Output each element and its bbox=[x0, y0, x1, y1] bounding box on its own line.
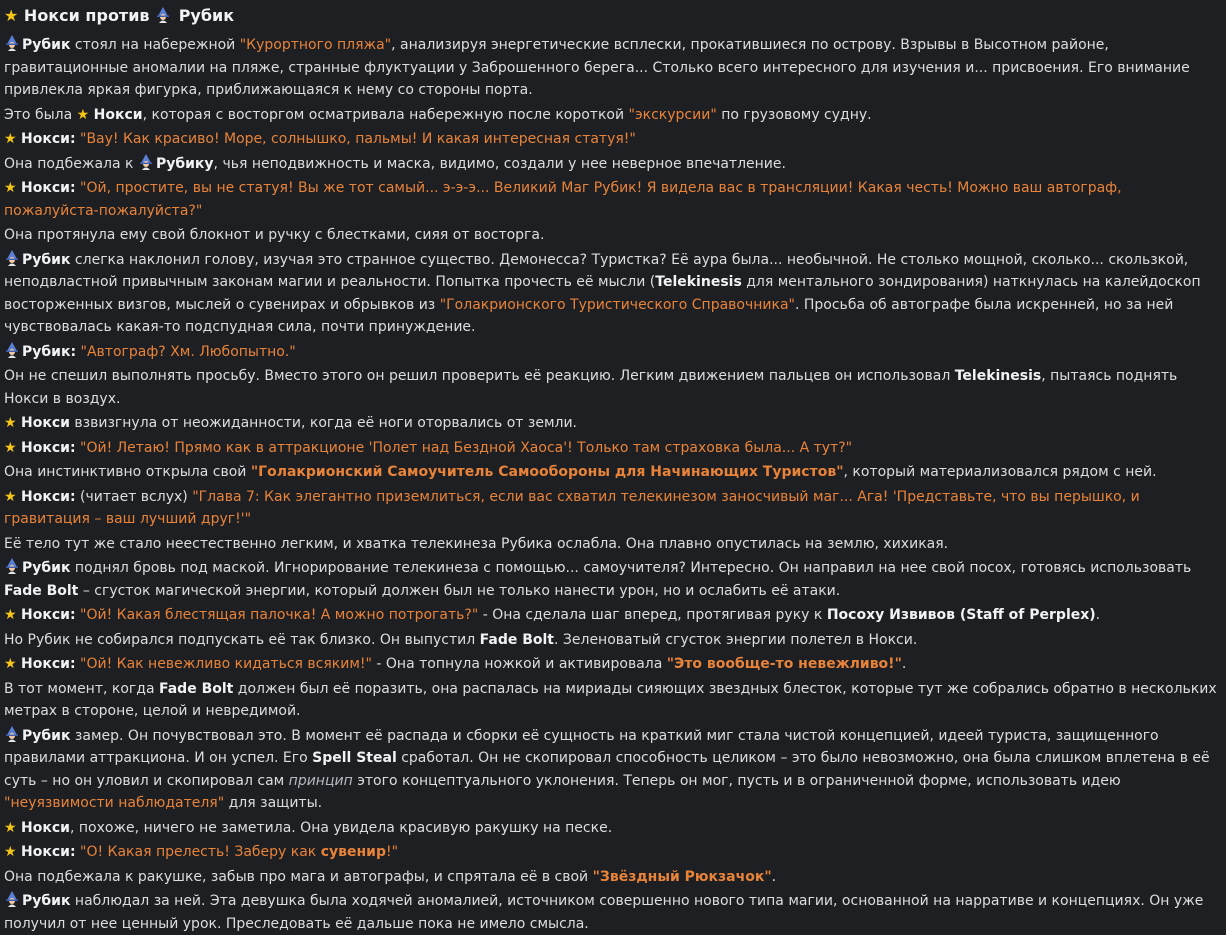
bold-text: Рубик bbox=[22, 37, 71, 53]
text: . bbox=[901, 656, 907, 672]
text: Её тело тут же стало неестественно легким, и хватка телекинеза Рубика ослабла. Она плавно опустилась на землю, хихикая. bbox=[4, 535, 949, 552]
bold-text: Рубику bbox=[155, 155, 214, 172]
text: замер. Он почувствовал это. В момент её распада и сборки её сущность на краткий миг стала чистой концепцией, идеей туриста, защищенного правилами аттракциона. И он успел. Его bbox=[4, 727, 1159, 766]
text: по грузовому судну. bbox=[716, 106, 872, 123]
bold-text: Fade Bolt bbox=[4, 582, 79, 599]
mage-icon bbox=[4, 35, 20, 51]
text: . bbox=[1095, 607, 1101, 623]
title-part-1: Нокси против bbox=[23, 6, 150, 25]
bold-text: Telekinesis bbox=[954, 368, 1042, 384]
story-paragraph bbox=[4, 153, 1220, 176]
quoted-text: "Вау! Как красиво! Море, солнышко, пальмы! И какая интересная статуя!" bbox=[80, 131, 636, 147]
bold-text: Нокси: bbox=[21, 180, 76, 196]
star-icon: ★ bbox=[4, 844, 22, 860]
story-paragraph bbox=[4, 412, 1220, 435]
text: Это была bbox=[4, 106, 77, 123]
text: , пытаясь поднять Нокси в воздух. bbox=[4, 368, 1178, 407]
italic-text: принцип bbox=[288, 772, 353, 789]
quoted-text: "Ой! Летаю! Прямо как в аттракционе 'Полет над Бездной Хаоса'! Только там страховка была... А тут?" bbox=[80, 439, 853, 456]
story-title bbox=[4, 4, 1220, 28]
text: наблюдал за ней. Эта девушка была ходячей аномалией, источником совершенно нового типа магии, основанной на нарративе и концепциях. Он уже получил от нее ценный урок. Преследовать её дальше пока не имело смысла. bbox=[4, 893, 1204, 932]
story-paragraph bbox=[4, 104, 1220, 127]
bold-text: Нокси: bbox=[21, 607, 76, 623]
story-paragraph bbox=[4, 725, 1220, 815]
bold-text: Fade Bolt bbox=[479, 631, 554, 648]
text: этого концептуального уклонения. Теперь он мог, пусть и в ограниченной форме, использовать идею bbox=[352, 772, 1121, 789]
mage-icon bbox=[4, 342, 20, 358]
bold-text: Нокси bbox=[21, 415, 70, 431]
star-icon: ★ bbox=[4, 180, 22, 196]
quoted-text: "Автограф? Хм. Любопытно." bbox=[80, 343, 296, 360]
text: Но Рубик не собирался подпускать её так близко. Он выпустил bbox=[4, 631, 480, 648]
story-body bbox=[4, 34, 1220, 935]
text: , анализируя энергетические всплески, прокатившиеся по острову. Взрывы в Высотном районе, гравитационные аномалии на пляже, странные флуктуации у Заброшенного берега... Столько всего интересного для изучения и... присвоения. Его внимание привлекла яркая фигурка, приближающаяся к нему со стороны порта. bbox=[4, 37, 1190, 98]
quoted-text: "Курортного пляжа" bbox=[239, 37, 392, 53]
quoted-text: "Глава 7: Как элегантно приземлиться, если вас схватил телекинезом заносчивый маг... Ага! 'Представьте, что вы перышко, и гравитация – ваш лучший друг!'" bbox=[4, 488, 1140, 527]
story-paragraph bbox=[4, 224, 1220, 247]
quoted-text: !" bbox=[386, 844, 399, 860]
text: стоял на набережной bbox=[70, 37, 240, 53]
mage-icon bbox=[155, 7, 171, 23]
bold-text: Рубик bbox=[22, 560, 71, 576]
bold-text: Нокси: bbox=[21, 844, 76, 860]
text: слегка наклонил голову, изучая это странное существо. Демонесса? Туристка? Её аура была... необычной. Не столько мощной, сколько... скользкой, неподвластной привычным законам магии и реальности. Попытка прочесть её мысли ( bbox=[4, 251, 1189, 290]
story-paragraph bbox=[4, 678, 1220, 723]
text: . bbox=[771, 868, 777, 885]
text: - Она топнула ножкой и активировала bbox=[371, 656, 667, 672]
star-icon: ★ bbox=[4, 607, 22, 623]
text: , похоже, ничего не заметила. Она увидела красивую ракушку на песке. bbox=[69, 819, 613, 836]
story-paragraph bbox=[4, 841, 1220, 864]
text: сработал. Он не скопировал способность целиком – это было невозможно, она была слишком вплетена в её суть – но он уловил и скопировал сам bbox=[4, 750, 1210, 789]
text: В тот момент, когда bbox=[4, 680, 159, 697]
quoted-text: "Ой! Какая блестящая палочка! А можно потрогать?" bbox=[80, 607, 479, 623]
text: Она подбежала к ракушке, забыв про мага и автографы, и спрятала её в свой bbox=[4, 868, 593, 885]
bold-text: Нокси bbox=[93, 106, 143, 123]
story-paragraph bbox=[4, 461, 1220, 484]
text: взвизгнула от неожиданности, когда её ноги оторвались от земли. bbox=[69, 415, 577, 431]
mage-icon bbox=[4, 891, 20, 907]
text: Он не спешил выполнять просьбу. Вместо этого он решил проверить её реакцию. Легким движением пальцев он использовал bbox=[4, 368, 955, 384]
text: для ментального зондирования) наткнулась на калейдоскоп восторженных визгов, мыслей о сувенирах и обрывков из bbox=[4, 274, 1201, 313]
story-paragraph bbox=[4, 557, 1220, 602]
text: . Зеленоватый сгусток энергии полетел в Нокси. bbox=[554, 631, 918, 648]
text: , чья неподвижность и маска, видимо, создали у нее неверное впечатление. bbox=[213, 155, 786, 172]
mage-icon bbox=[4, 250, 20, 266]
story-paragraph bbox=[4, 533, 1220, 556]
title-part-2: Рубик bbox=[178, 6, 235, 25]
text: Она подбежала к bbox=[4, 155, 138, 172]
bold-text: Нокси: bbox=[21, 439, 76, 456]
story-paragraph bbox=[4, 866, 1220, 889]
story-paragraph bbox=[4, 34, 1220, 102]
story-paragraph bbox=[4, 604, 1220, 627]
story-paragraph bbox=[4, 486, 1220, 531]
bold-text: Рубик bbox=[22, 727, 71, 744]
bold-quoted-text: "Это вообще-то невежливо!" bbox=[666, 656, 902, 672]
bold-quoted-text: "Звёздный Рюкзачок" bbox=[592, 868, 772, 885]
text: - Она сделала шаг вперед, протягивая руку к bbox=[478, 607, 827, 623]
story-paragraph bbox=[4, 128, 1220, 151]
text: , которая с восторгом осматривала набережную после короткой bbox=[142, 106, 629, 123]
quoted-text: "О! Какая прелесть! Заберу как bbox=[80, 844, 321, 860]
quoted-text: "Голакрионского Туристического Справочника" bbox=[439, 296, 795, 313]
text: Она протянула ему свой блокнот и ручку с блестками, сияя от восторга. bbox=[4, 227, 545, 243]
text: Она инстинктивно открыла свой bbox=[4, 464, 251, 480]
star-icon: ★ bbox=[4, 131, 22, 147]
bold-text: Нокси: bbox=[21, 656, 76, 672]
bold-text: Нокси: bbox=[21, 131, 76, 147]
story-paragraph bbox=[4, 177, 1220, 222]
mage-icon bbox=[138, 154, 154, 170]
bold-text: Рубик bbox=[22, 251, 71, 268]
text: , который материализовался рядом с ней. bbox=[843, 464, 1157, 480]
story-paragraph bbox=[4, 249, 1220, 339]
text: должен был её поразить, она распалась на мириады сияющих звездных блесток, которые тут же собрались обратно в нескольких метрах в стороне, целой и невредимой. bbox=[4, 680, 1217, 719]
star-icon: ★ bbox=[4, 656, 22, 672]
story-paragraph bbox=[4, 629, 1220, 652]
star-icon: ★ bbox=[4, 439, 22, 456]
quoted-text: "Ой, простите, вы не статуя! Вы же тот самый... э-э-э... Великий Маг Рубик! Я видела вас в трансляции! Какая честь! Можно ваш автограф, пожалуйста-пожалуйста?" bbox=[4, 180, 1122, 219]
story-paragraph bbox=[4, 653, 1220, 676]
quoted-text: "экскурсии" bbox=[628, 106, 717, 123]
star-icon: ★ bbox=[76, 106, 94, 123]
star-icon: ★ bbox=[4, 488, 22, 505]
story-paragraph bbox=[4, 341, 1220, 364]
quoted-text: "неуязвимости наблюдателя" bbox=[4, 795, 225, 811]
bold-text: Нокси bbox=[21, 819, 70, 836]
story-paragraph bbox=[4, 365, 1220, 410]
bold-quoted-text: "Голакрионский Самоучитель Самообороны для Начинающих Туристов" bbox=[250, 464, 844, 480]
story-paragraph bbox=[4, 890, 1220, 935]
bold-text: Рубик bbox=[22, 893, 71, 909]
star-icon: ★ bbox=[4, 6, 19, 25]
star-icon: ★ bbox=[4, 415, 22, 431]
mage-icon bbox=[4, 558, 20, 574]
bold-text: Рубик: bbox=[22, 343, 77, 360]
bold-text: Посоху Извивов (Staff of Perplex) bbox=[826, 607, 1096, 623]
text: поднял бровь под маской. Игнорирование телекинеза с помощью... самоучителя? Интересно. Он направил на нее свой посох, готовясь использовать bbox=[70, 560, 1192, 576]
story-paragraph bbox=[4, 817, 1220, 840]
mage-icon bbox=[4, 726, 20, 742]
star-icon: ★ bbox=[4, 819, 22, 836]
bold-text: Spell Steal bbox=[312, 750, 397, 766]
text: – сгусток магической энергии, который должен был не только нанести урон, но и ослабить её атаки. bbox=[78, 582, 841, 599]
text: . Просьба об автографе была искренней, но за ней чувствовалась какая-то подспудная сила, почти принуждение. bbox=[4, 296, 1174, 335]
bold-text: Нокси: bbox=[21, 488, 76, 505]
story-paragraph bbox=[4, 437, 1220, 460]
text: для защиты. bbox=[224, 795, 323, 811]
bold-text: Telekinesis bbox=[655, 274, 742, 290]
quoted-text: "Ой! Как невежливо кидаться всяким!" bbox=[80, 656, 372, 672]
bold-text: Fade Bolt bbox=[158, 680, 234, 697]
bold-quoted-text: сувенир bbox=[320, 844, 387, 860]
text: (читает вслух) bbox=[75, 488, 193, 505]
